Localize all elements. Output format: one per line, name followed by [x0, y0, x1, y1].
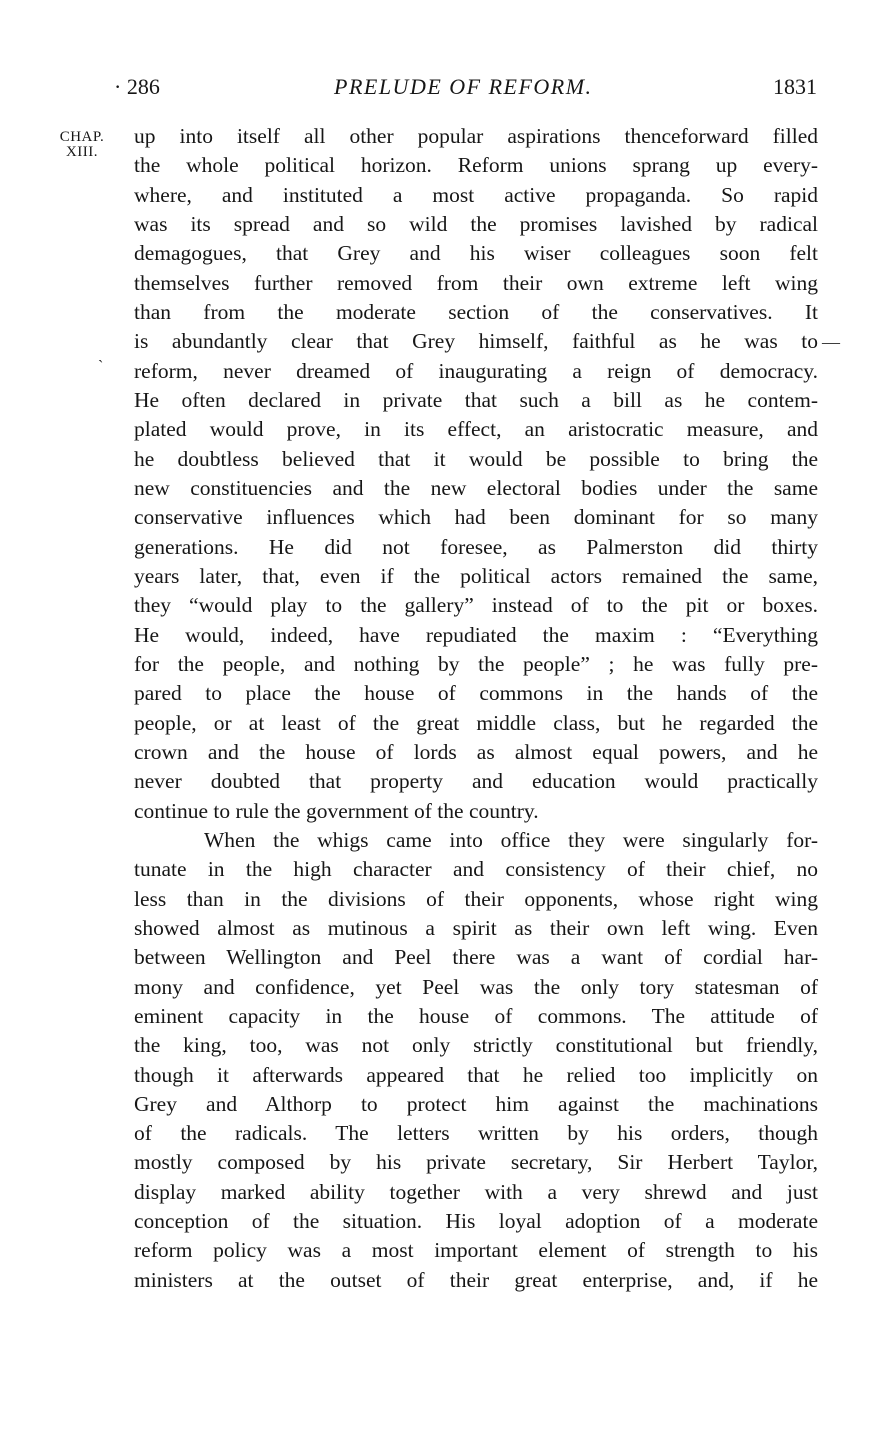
text-line: mostly composed by his private secretary, Sir Herbert Taylor, [134, 1150, 818, 1175]
margin-dash-mark: — [822, 332, 840, 352]
text-line: He often declared in private that such a bill as he contem- [134, 387, 818, 412]
text-line: pared to place the house of commons in the hands of the [134, 681, 818, 706]
text-line: crown and the house of lords as almost equal powers, and he [134, 739, 818, 764]
text-line: He would, indeed, have repudiated the maxim : “Everything [134, 622, 818, 647]
text-line: of the radicals. The letters written by his orders, though [134, 1121, 818, 1146]
text-line: up into itself all other popular aspirations thenceforward filled [134, 124, 818, 148]
text-line: less than in the divisions of their opponents, whose right wing [134, 886, 818, 911]
text-line: the whole political horizon. Reform unions sprang up every- [134, 153, 818, 178]
text-line: conservative influences which had been dominant for so many [134, 505, 818, 530]
page-header [0, 74, 891, 104]
text-line: though it afterwards appeared that he relied too implicitly on [134, 1062, 818, 1087]
text-line: years later, that, even if the political actors remained the same, [134, 563, 818, 588]
text-line: the king, too, was not only strictly constitutional but friendly, [134, 1033, 818, 1058]
header-year: 1831 [773, 74, 817, 99]
text-line: they “would play to the gallery” instead of to the pit or boxes. [134, 593, 818, 618]
chapter-label-number: XIII. [65, 144, 99, 160]
chapter-label-chap: CHAP. [59, 129, 105, 145]
body-text [134, 122, 818, 1295]
text-line: was its spread and so wild the promises lavished by radical [134, 211, 818, 236]
text-line: never doubted that property and education would practically [134, 769, 818, 794]
text-line: tunate in the high character and consistency of their chief, no [134, 857, 818, 882]
text-line: plated would prove, in its effect, an aristocratic measure, and [134, 417, 818, 442]
text-line: ministers at the outset of their great enterprise, and, if he [134, 1267, 818, 1292]
running-title: PRELUDE OF REFORM. [334, 74, 593, 99]
text-line: where, and instituted a most active propaganda. So rapid [134, 182, 818, 207]
text-line: he doubtless believed that it would be possible to bring the [134, 446, 818, 471]
text-line: Grey and Althorp to protect him against the machinations [134, 1091, 818, 1116]
page-number: · 286 [114, 74, 160, 99]
text-line: generations. He did not foresee, as Palmerston did thirty [134, 534, 818, 559]
text-line: reform policy was a most important element of strength to his [134, 1238, 818, 1263]
text-line: reform, never dreamed of inaugurating a reign of democracy. [134, 358, 818, 383]
text-line: showed almost as mutinous a spirit as their own left wing. Even [134, 915, 818, 940]
text-line: between Wellington and Peel there was a want of cordial har- [134, 945, 818, 970]
text-line: new constituencies and the new electoral bodies under the same [134, 475, 818, 500]
text-line: for the people, and nothing by the people” ; he was fully pre- [134, 651, 818, 676]
paragraph-end-line: continue to rule the government of the country. [134, 798, 539, 823]
text-line: than from the moderate section of the conservatives. It [134, 299, 818, 324]
text-line: conception of the situation. His loyal adoption of a moderate [134, 1209, 818, 1234]
text-line: mony and confidence, yet Peel was the only tory statesman of [134, 974, 818, 999]
text-line: display marked ability together with a very shrewd and just [134, 1179, 818, 1204]
text-line: people, or at least of the great middle class, but he regarded the [134, 710, 818, 735]
text-line: is abundantly clear that Grey himself, faithful as he was to [134, 329, 818, 354]
chapter-label [44, 130, 120, 160]
text-line: demagogues, that Grey and his wiser colleagues soon felt [134, 241, 818, 266]
margin-tick-mark: ` [98, 358, 104, 375]
paragraph-start-line: When the whigs came into office they were singularly for- [204, 827, 818, 852]
text-line: eminent capacity in the house of commons. The attitude of [134, 1003, 818, 1028]
text-line: themselves further removed from their own extreme left wing [134, 270, 818, 295]
